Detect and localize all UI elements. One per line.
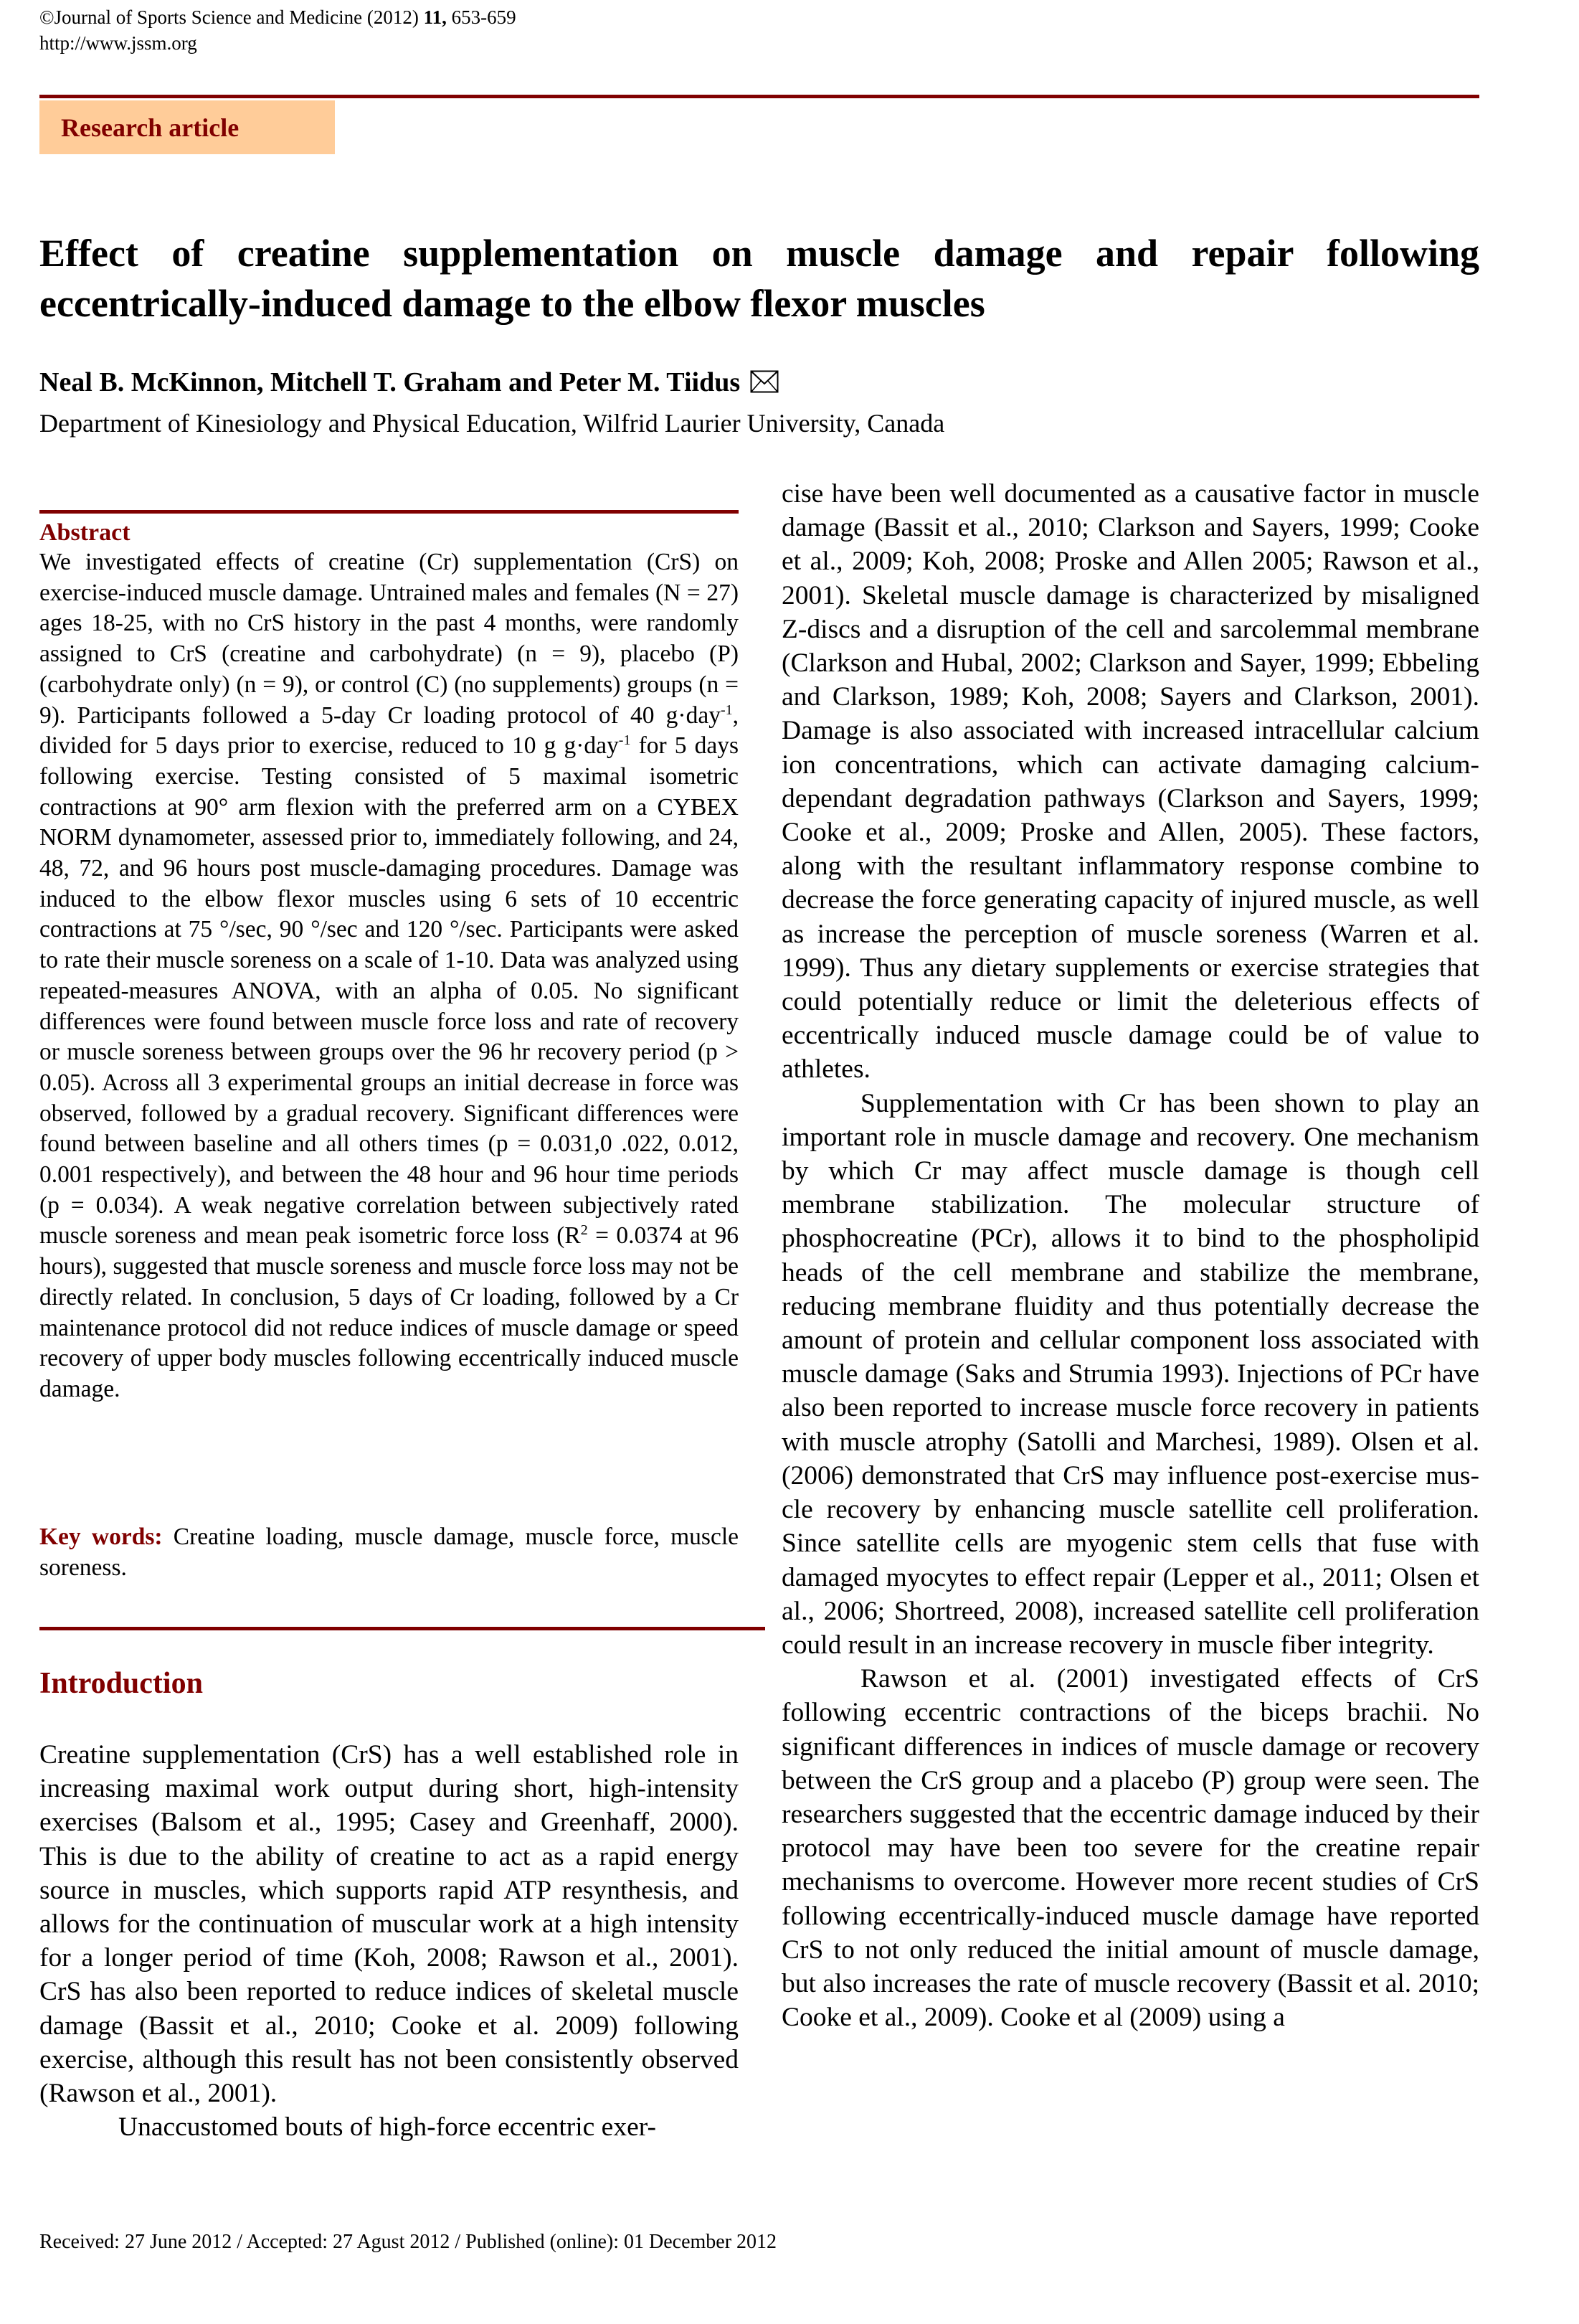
abstract-text-part: We investigated effects of creatine (Cr) supplementation (CrS) on exercise-induced muscle damage. Untrained males and females (N = 27) ages 18-25, with no CrS history in the past 4 months, were randomly assigned to CrS (creatine and carbohydrate) (n = 9), placebo (P) (carbohydrate only) (n = 9), or control (C) (no supplements) groups (n = 9). Participants followed a 5-day Cr loading protocol of 40 g·day (39, 549, 739, 729)
abstract-text-part: for 5 days following exercise. Testing consisted of 5 maximal isometric contractions at 90° arm flexion with the preferred arm on a CYBEX NORM dynamometer, assessed prior to, immediately following, and 24, 48, 72, and 96 hours post muscle-damaging procedures. Damage was induced to the elbow flexor muscles using 6 sets of 10 eccentric contractions at 75 °/sec, 90 °/sec and 120 °/sec. Participants were asked to rate their muscle soreness on a scale of 1-10. Data was analyzed using repeated-measures ANOVA, with an alpha of 0.05. No significant differences were found between muscle force loss and rate of recovery or muscle soreness between groups over the 96 hr recovery period (p > 0.05). Across all 3 experimental groups an initial decrease in force was observed, followed by a gradual recovery. Significant differences were found between baseline and all others times (p = 0.031,0 .022, 0.012, 0.001 respectively), and between the 48 hour and 96 hour time periods (p = 0.034). A weak negative correlation between subjectively rated muscle soreness and mean peak isometric force loss (R (39, 732, 739, 1250)
author-list (39, 366, 779, 401)
paragraph: Supplementation with Cr has been shown to play an important role in muscle damage and recovery. One mechanism by which Cr may affect muscle damage is though cell membrane stabilization. The molecular structure of phosphocreatine (PCr), allows it to bind to the phospholipid heads of the cell membrane and stabilize the membrane, reducing membrane fluidity and thus potentially decrease the amount of protein and cellular component loss associated with muscle damage (Saks and Strumia 1993). Injections of PCr have also been reported to increase muscle force recovery in patients with muscle atrophy (Satolli and Marchesi, 1989). Olsen et al. (2006) demonstrated that CrS may influence post-exercise muscle recovery by enhancing muscle satellite cell proliferation. Since satellite cells are myogenic stem cells that fuse with damaged myocytes to effect repair (Lepper et al., 2011; Olsen et al., 2006; Shortreed, 2008), increased satellite cell proliferation could result in an increase recovery in muscle fiber integrity. (782, 1088, 1479, 1660)
journal-volume: 11, (423, 6, 447, 28)
abstract-text (39, 547, 739, 1405)
introduction-heading: Introduction (39, 1667, 203, 1700)
keywords (39, 1522, 739, 1583)
envelope-icon[interactable] (750, 368, 779, 401)
abstract-heading: Abstract (39, 519, 131, 546)
paragraph: Rawson et al. (2001) investigated effects of CrS following eccentric contractions of the biceps brachii. No significant differences in indices of muscle damage or recovery between the CrS group and a placebo (P) group were seen. The researchers suggested that the eccentric damage induced by their protocol may have been too severe for the creatine repair mechanisms to overcome. However more recent studies of CrS following eccentrically-induced muscle damage have reported CrS to not only reduced the initial amount of muscle damage, but also increases the rate of muscle recovery (Bassit et al. 2010; Cooke et al., 2009). Cooke et al (2009) using a (782, 1664, 1479, 2033)
journal-pages: 653-659 (446, 6, 516, 28)
paragraph: Unaccustomed bouts of high-force eccentric exer- (118, 2112, 656, 2143)
paragraph: Creatine supplementation (CrS) has a well established role in increasing maximal work output during short, high-intensity exercises (Balsom et al., 1995; Casey and Greenhaff, 2000). This is due to the ability of creatine to act as a rapid energy source in muscles, which supports rapid ATP resynthesis, and allows for the continuation of muscular work at a high intensity for a longer period of time (Koh, 2008; Rawson et al., 2001). CrS has also been reported to reduce indices of skeletal muscle damage (Bassit et al., 2010; Cooke et al. 2009) following exercise, although this result has not been consistently observed (Rawson et al., 2001). (39, 1740, 739, 2109)
superscript: -1 (618, 732, 631, 749)
author-names: Neal B. McKinnon, Mitchell T. Graham and Peter M. Tiidus (39, 367, 741, 397)
article-type-label: Research article (61, 113, 240, 142)
article-title: Effect of creatine supplementation on muscle damage and repair following eccentrically-induced damage to the elbow flexor muscles (39, 232, 1479, 325)
journal-citation (39, 4, 516, 30)
right-column-body (782, 477, 1479, 2034)
affiliation: Department of Kinesiology and Physical Education, Wilfrid Laurier University, Canada (39, 409, 945, 438)
paragraph: cise have been well documented as a causative factor in muscle damage (Bassit et al., 2010; Clarkson and Sayers, 1999; Cooke et al., 2009; Koh, 2008; Proske and Allen 2005; Rawson et al., 2001). Skeletal muscle damage is characterized by misaligned Z-discs and a disruption of the cell and sarcolemmal membrane (Clarkson and Hubal, 2002; Clarkson and Sayer, 1999; Ebbeling and Clarkson, 1989; Koh, 2008; Sayers and Clarkson, 2001). Damage is also associated with increased intracellular calcium ion concentrations, which can activate damaging calcium-dependant degradation pathways (Clarkson and Sayers, 1999; Cooke et al., 2009; Proske and Allen, 2005). These factors, along with the resultant inflammatory response combine to decrease the force generating capacity of injured muscle, as well as increase the perception of muscle soreness (Warren et al. 1999). Thus any dietary supplements or exercise strategies that could potentially reduce or limit the deleterious effects of eccentrically induced muscle damage could be of value to athletes. (782, 479, 1479, 1085)
keywords-text: Creatine loading, muscle damage, muscle force, muscle soreness. (39, 1524, 739, 1581)
introduction-body (39, 1738, 739, 2144)
superscript: 2 (580, 1222, 588, 1239)
article-type-badge (39, 100, 335, 154)
abstract-text-part: = 0.0374 at 96 hours), suggested that muscle soreness and muscle force loss may not be directly related. In conclusion, 5 days of Cr loading, followed by a Cr maintenance protocol did not reduce indices of muscle damage or speed recovery of upper body muscles following eccentrically induced muscle damage. (39, 1222, 739, 1402)
journal-name: ©Journal of Sports Science and Medicine (2012) (39, 6, 424, 28)
superscript: -1 (720, 702, 733, 718)
publication-dates: Received: 27 June 2012 / Accepted: 27 Agust 2012 / Published (online): 01 December 2012 (39, 2231, 777, 2253)
header-divider (39, 95, 1479, 98)
abstract-divider (39, 510, 739, 514)
journal-url[interactable]: http://www.jssm.org (39, 32, 197, 54)
abstract-text-part: , divided for 5 days prior to exercise, reduced to 10 g g·day (39, 702, 739, 760)
keywords-label: Key words: (39, 1524, 163, 1550)
keywords-divider (39, 1627, 765, 1630)
